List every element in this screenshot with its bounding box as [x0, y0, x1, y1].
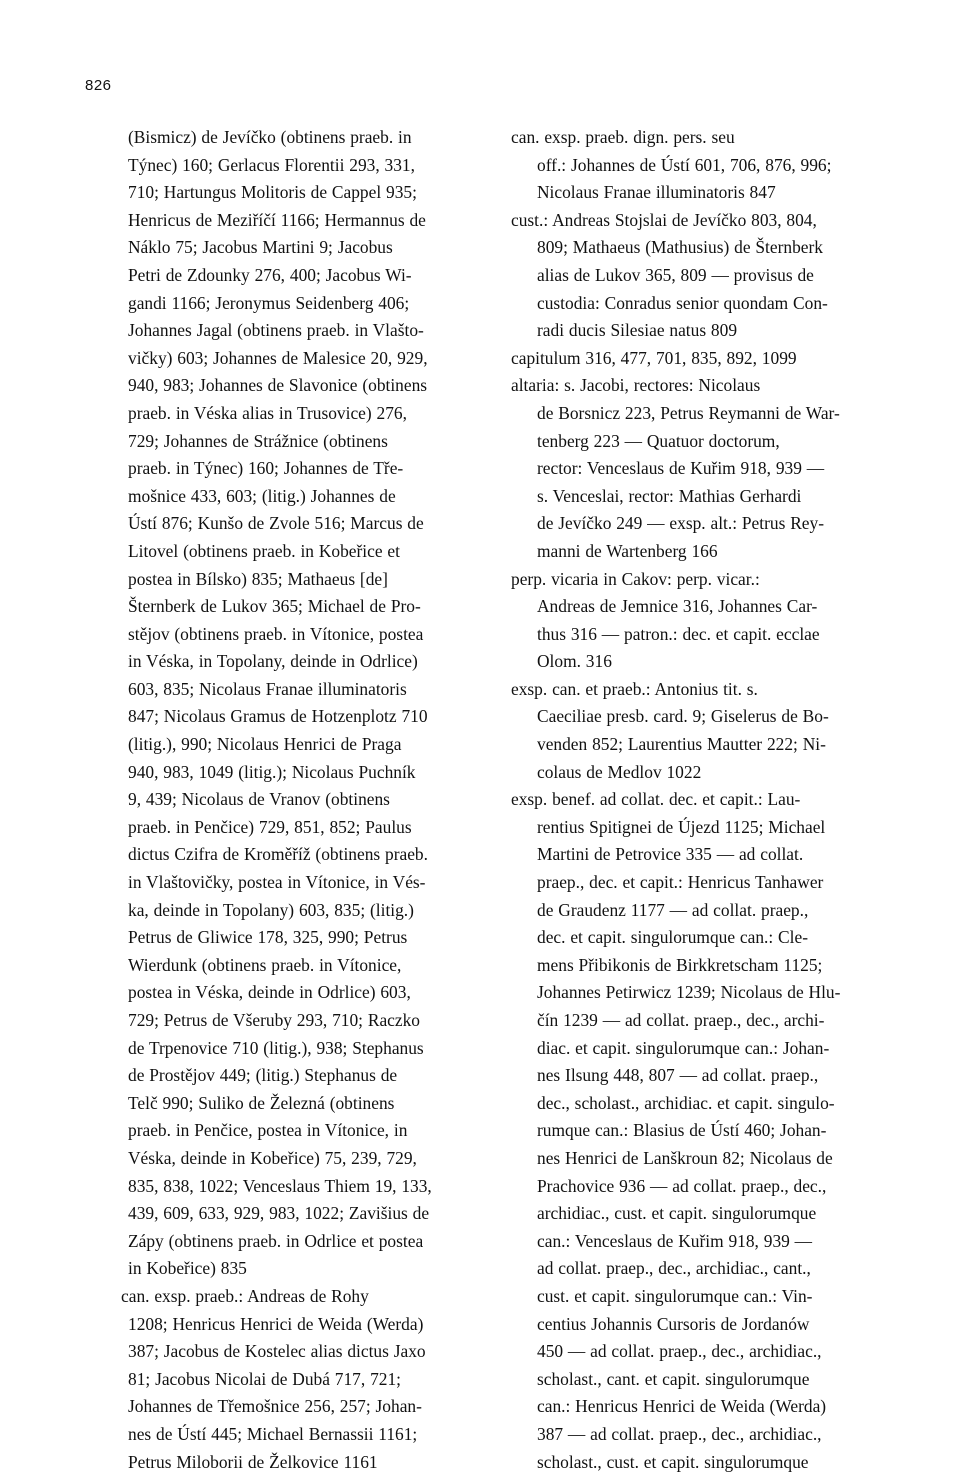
text-line: Henricus de Meziříčí 1166; Hermannus de: [121, 207, 471, 235]
text-line: 729; Petrus de Všeruby 293, 710; Raczko: [121, 1007, 471, 1035]
text-line: 81; Jacobus Nicolai de Dubá 717, 721;: [121, 1366, 471, 1394]
text-line: rentius Spitignei de Újezd 1125; Michael: [511, 814, 891, 842]
text-line: tenberg 223 — Quatuor doctorum,: [511, 428, 891, 456]
text-line: 9, 439; Nicolaus de Vranov (obtinens: [121, 786, 471, 814]
text-line: Johannes Petirwicz 1239; Nicolaus de Hlu-: [511, 979, 891, 1007]
text-line: nes Ilsung 448, 807 — ad collat. praep.,: [511, 1062, 891, 1090]
text-line: thus 316 — patron.: dec. et capit. ecclae: [511, 621, 891, 649]
text-line: s. Venceslai, rector: Mathias Gerhardi: [511, 483, 891, 511]
text-line: Petrus Miloborii de Želkovice 1161: [121, 1449, 471, 1476]
text-line: 940, 983, 1049 (litig.); Nicolaus Puchník: [121, 759, 471, 787]
text-line: 710; Hartungus Molitoris de Cappel 935;: [121, 179, 471, 207]
text-line: Véska, deinde in Kobeřice) 75, 239, 729,: [121, 1145, 471, 1173]
text-line: Wierdunk (obtinens praeb. in Vítonice,: [121, 952, 471, 980]
text-line: gandi 1166; Jeronymus Seidenberg 406;: [121, 290, 471, 318]
text-line: (Bismicz) de Jevíčko (obtinens praeb. in: [121, 124, 471, 152]
text-line: dec. et capit. singulorumque can.: Cle-: [511, 924, 891, 952]
text-line: nes de Ústí 445; Michael Bernassii 1161;: [121, 1421, 471, 1449]
text-line: Ústí 876; Kunšo de Zvole 516; Marcus de: [121, 510, 471, 538]
text-line: scholast., cant. et capit. singulorumque: [511, 1366, 891, 1394]
text-line: diac. et capit. singulorumque can.: Johan-: [511, 1035, 891, 1063]
text-line: radi ducis Silesiae natus 809: [511, 317, 891, 345]
text-line: alias de Lukov 365, 809 — provisus de: [511, 262, 891, 290]
text-line: Andreas de Jemnice 316, Johannes Car-: [511, 593, 891, 621]
text-line: Martini de Petrovice 335 — ad collat.: [511, 841, 891, 869]
text-line: Olom. 316: [511, 648, 891, 676]
text-line: (litig.), 990; Nicolaus Henrici de Praga: [121, 731, 471, 759]
text-line: stějov (obtinens praeb. in Vítonice, postea: [121, 621, 471, 649]
text-line: vičky) 603; Johannes de Malesice 20, 929,: [121, 345, 471, 373]
text-line: 387; Jacobus de Kostelec alias dictus Jaxo: [121, 1338, 471, 1366]
text-line: rumque can.: Blasius de Ústí 460; Johan-: [511, 1117, 891, 1145]
text-line: can.: Venceslaus de Kuřim 918, 939 —: [511, 1228, 891, 1256]
text-line: exsp. benef. ad collat. dec. et capit.: Lau-: [511, 786, 891, 814]
text-line: manni de Wartenberg 166: [511, 538, 891, 566]
text-line: praep., dec. et capit.: Henricus Tanhawer: [511, 869, 891, 897]
text-line: de Jevíčko 249 — exsp. alt.: Petrus Rey-: [511, 510, 891, 538]
text-line: cust.: Andreas Stojslai de Jevíčko 803, 804,: [511, 207, 891, 235]
text-line: 940, 983; Johannes de Slavonice (obtinens: [121, 372, 471, 400]
text-line: colaus de Medlov 1022: [511, 759, 891, 787]
text-line: cust. et capit. singulorumque can.: Vin-: [511, 1283, 891, 1311]
text-line: postea in Véska, deinde in Odrlice) 603,: [121, 979, 471, 1007]
text-line: in Véska, in Topolany, deinde in Odrlice): [121, 648, 471, 676]
text-line: in Kobeřice) 835: [121, 1255, 471, 1283]
text-line: exsp. can. et praeb.: Antonius tit. s.: [511, 676, 891, 704]
text-line: 603, 835; Nicolaus Franae illuminatoris: [121, 676, 471, 704]
text-line: custodia: Conradus senior quondam Con-: [511, 290, 891, 318]
text-line: 835, 838, 1022; Venceslaus Thiem 19, 133,: [121, 1173, 471, 1201]
text-line: Petri de Zdounky 276, 400; Jacobus Wi-: [121, 262, 471, 290]
text-line: postea in Bílsko) 835; Mathaeus [de]: [121, 566, 471, 594]
text-line: ad collat. praep., dec., archidiac., cant.,: [511, 1255, 891, 1283]
text-line: 1208; Henricus Henrici de Weida (Werda): [121, 1311, 471, 1339]
text-line: de Prostějov 449; (litig.) Stephanus de: [121, 1062, 471, 1090]
text-line: 450 — ad collat. praep., dec., archidiac.,: [511, 1338, 891, 1366]
text-line: de Graudenz 1177 — ad collat. praep.,: [511, 897, 891, 925]
text-line: ka, deinde in Topolany) 603, 835; (litig.): [121, 897, 471, 925]
text-line: mošnice 433, 603; (litig.) Johannes de: [121, 483, 471, 511]
text-line: Prachovice 936 — ad collat. praep., dec.,: [511, 1173, 891, 1201]
text-line: Johannes Jagal (obtinens praeb. in Vlašto-: [121, 317, 471, 345]
text-line: can. exsp. praeb.: Andreas de Rohy: [121, 1283, 471, 1311]
text-line: can. exsp. praeb. dign. pers. seu: [511, 124, 891, 152]
text-line: 387 — ad collat. praep., dec., archidiac.,: [511, 1421, 891, 1449]
text-line: can.: Henricus Henrici de Weida (Werda): [511, 1393, 891, 1421]
text-line: praeb. in Penčice) 729, 851, 852; Paulus: [121, 814, 471, 842]
text-line: Nicolaus Franae illuminatoris 847: [511, 179, 891, 207]
text-line: nes Henrici de Lanškroun 82; Nicolaus de: [511, 1145, 891, 1173]
page-number: 826: [85, 77, 112, 94]
text-line: in Vlaštovičky, postea in Vítonice, in Vés-: [121, 869, 471, 897]
text-line: archidiac., cust. et capit. singulorumque: [511, 1200, 891, 1228]
text-line: 809; Mathaeus (Mathusius) de Šternberk: [511, 234, 891, 262]
text-line: dictus Czifra de Kroměříž (obtinens praeb.: [121, 841, 471, 869]
text-line: Johannes de Třemošnice 256, 257; Johan-: [121, 1393, 471, 1421]
text-line: de Borsnicz 223, Petrus Reymanni de War-: [511, 400, 891, 428]
text-line: 847; Nicolaus Gramus de Hotzenplotz 710: [121, 703, 471, 731]
text-line: Petrus de Gliwice 178, 325, 990; Petrus: [121, 924, 471, 952]
text-line: Telč 990; Suliko de Železná (obtinens: [121, 1090, 471, 1118]
text-line: de Trpenovice 710 (litig.), 938; Stephanus: [121, 1035, 471, 1063]
text-line: Litovel (obtinens praeb. in Kobeřice et: [121, 538, 471, 566]
text-line: čín 1239 — ad collat. praep., dec., archi-: [511, 1007, 891, 1035]
right-text-column: [511, 124, 891, 1476]
text-line: mens Přibikonis de Birkkretscham 1125;: [511, 952, 891, 980]
text-line: rector: Venceslaus de Kuřim 918, 939 —: [511, 455, 891, 483]
text-line: Šternberk de Lukov 365; Michael de Pro-: [121, 593, 471, 621]
text-line: 439, 609, 633, 929, 983, 1022; Zavišius de: [121, 1200, 471, 1228]
text-line: off.: Johannes de Ústí 601, 706, 876, 996;: [511, 152, 891, 180]
text-line: venden 852; Laurentius Mautter 222; Ni-: [511, 731, 891, 759]
text-line: Náklo 75; Jacobus Martini 9; Jacobus: [121, 234, 471, 262]
text-line: centius Johannis Cursoris de Jordanów: [511, 1311, 891, 1339]
text-line: scholast., cust. et capit. singulorumque: [511, 1449, 891, 1476]
text-line: Týnec) 160; Gerlacus Florentii 293, 331,: [121, 152, 471, 180]
text-line: Zápy (obtinens praeb. in Odrlice et postea: [121, 1228, 471, 1256]
left-text-column: [121, 124, 471, 1476]
text-line: capitulum 316, 477, 701, 835, 892, 1099: [511, 345, 891, 373]
text-line: praeb. in Véska alias in Trusovice) 276,: [121, 400, 471, 428]
text-line: 729; Johannes de Strážnice (obtinens: [121, 428, 471, 456]
text-line: Caeciliae presb. card. 9; Giselerus de Bo-: [511, 703, 891, 731]
text-line: perp. vicaria in Cakov: perp. vicar.:: [511, 566, 891, 594]
text-line: praeb. in Týnec) 160; Johannes de Tře-: [121, 455, 471, 483]
text-line: altaria: s. Jacobi, rectores: Nicolaus: [511, 372, 891, 400]
text-line: praeb. in Penčice, postea in Vítonice, in: [121, 1117, 471, 1145]
text-line: dec., scholast., archidiac. et capit. singulo-: [511, 1090, 891, 1118]
